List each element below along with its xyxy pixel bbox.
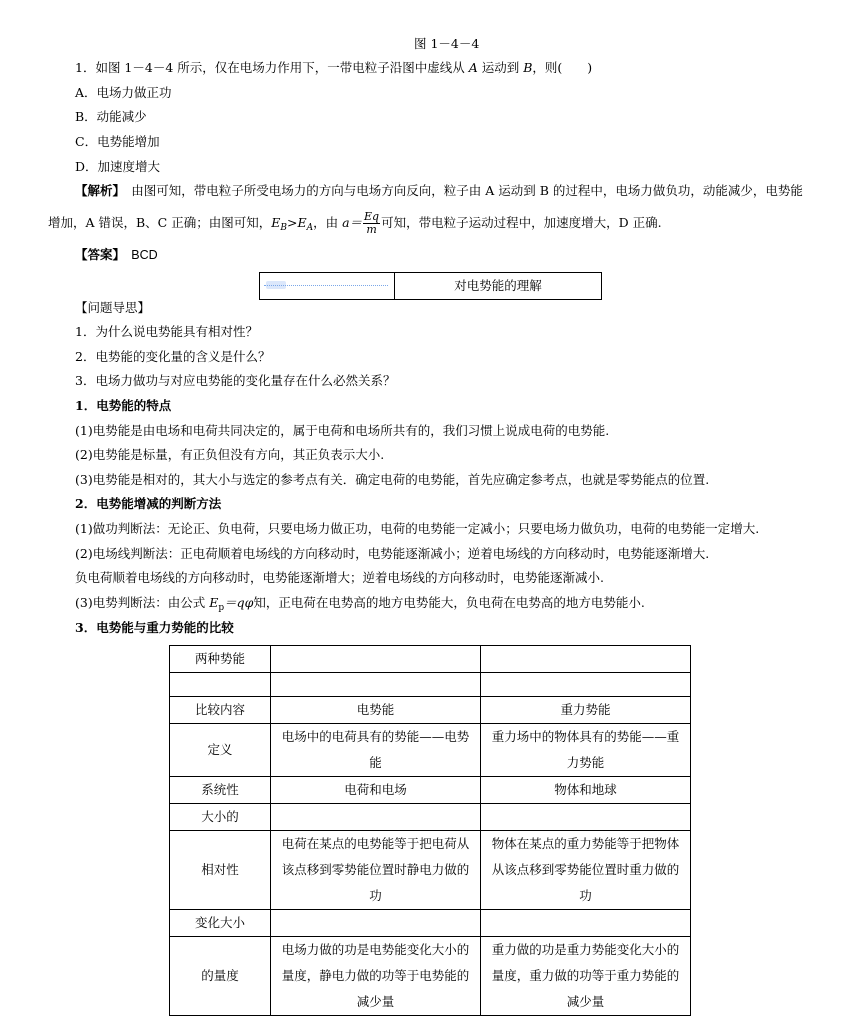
point2-item-2: (2)电场线判断法：正电荷顺着电场线的方向移动时，电势能逐渐减小；逆着电场线的方向移动时，电势能逐渐增大. — [75, 546, 710, 561]
analysis-text-2a: 增加，A 错误，B、C 正确；由图可知， — [48, 215, 272, 230]
table-cell: 电场中的电荷具有的势能——电势能 — [271, 724, 481, 777]
table-cell: 的量度 — [170, 937, 271, 1016]
formula-rest: ＝qφ — [224, 595, 254, 610]
table-cell: 比较内容 — [170, 697, 271, 724]
accel-eq: a＝ — [342, 215, 363, 230]
table-cell: 物体和地球 — [481, 777, 691, 804]
table-cell — [481, 910, 691, 937]
table-row — [170, 646, 691, 673]
guide-item-1: 1．为什么说电势能具有相对性？ — [75, 324, 258, 339]
banner-decoration — [260, 273, 395, 299]
field-e: E — [271, 215, 281, 230]
point2-title: 2．电势能增减的判断方法 — [75, 496, 222, 511]
table-cell — [481, 673, 691, 697]
table-row — [170, 831, 691, 910]
analysis-by: ，由 — [313, 215, 343, 230]
table-cell: 电荷和电场 — [271, 777, 481, 804]
point2-item-4a: (3)电势判断法：由公式 — [75, 595, 210, 610]
analysis-line-2 — [48, 211, 662, 237]
comparison-table — [169, 645, 691, 1016]
table-cell: 大小的 — [170, 804, 271, 831]
analysis-line-1 — [75, 182, 803, 200]
table-cell: 电荷在某点的电势能等于把电荷从该点移到零势能位置时静电力做的功 — [271, 831, 481, 910]
figure-caption: 图 1－4－4 — [414, 36, 480, 51]
table-row — [170, 697, 691, 724]
table-cell — [481, 804, 691, 831]
table-cell — [271, 673, 481, 697]
table-row — [170, 804, 691, 831]
analysis-text-1: 由图可知，带电粒子所受电场力的方向与电场方向反向，粒子由 A 运动到 B 的过程中，电场力做负功，动能减少，电势能 — [118, 183, 803, 198]
table-row — [170, 673, 691, 697]
table-row — [170, 777, 691, 804]
point2-item-1: (1)做功判断法：无论正、负电荷，只要电场力做正功，电荷的电势能一定减小；只要电场力做负功，电荷的电势能一定增大. — [75, 521, 760, 536]
table-row — [170, 724, 691, 777]
table-cell — [271, 646, 481, 673]
point-b: B — [523, 60, 533, 75]
answer-value: BCD — [131, 248, 158, 262]
point2-item-4b: 知，正电荷在电势高的地方电势能大，负电荷在电势高的地方电势能小. — [253, 595, 645, 610]
point3-title: 3．电势能与重力势能的比较 — [75, 620, 234, 635]
section-banner — [259, 272, 602, 300]
table-cell: 电场力做的功是电势能变化大小的量度，静电力做的功等于电势能的减少量 — [271, 937, 481, 1016]
sub-a: A — [306, 223, 314, 233]
table-cell — [271, 910, 481, 937]
point1-item-3: (3)电势能是相对的，其大小与选定的参考点有关．确定电荷的电势能，首先应确定参考点，也就是零势能点的位置. — [75, 472, 710, 487]
guide-item-2: 2．电势能的变化量的含义是什么？ — [75, 349, 271, 364]
point2-item-4 — [75, 594, 645, 617]
table-cell: 重力做的功是重力势能变化大小的量度，重力做的功等于重力势能的减少量 — [481, 937, 691, 1016]
table-cell: 重力场中的物体具有的势能——重力势能 — [481, 724, 691, 777]
table-cell — [170, 673, 271, 697]
guide-item-3: 3．电场力做功与对应电势能的变化量存在什么必然关系？ — [75, 373, 396, 388]
question-stem-c: ，则( ) — [532, 60, 593, 75]
point1-title: 1．电势能的特点 — [75, 398, 172, 413]
sub-b: B — [280, 223, 287, 233]
formula-e: E — [209, 595, 219, 610]
option-c: C．电势能增加 — [75, 134, 160, 149]
table-cell: 两种势能 — [170, 646, 271, 673]
table-cell: 重力势能 — [481, 697, 691, 724]
guide-label: 【问题导思】 — [75, 300, 151, 315]
table-cell: 变化大小 — [170, 910, 271, 937]
option-d: D．加速度增大 — [75, 159, 161, 174]
answer-line — [75, 246, 158, 264]
table-row — [170, 937, 691, 1016]
table-cell: 相对性 — [170, 831, 271, 910]
point1-item-1: (1)电势能是由电场和电荷共同决定的，属于电荷和电场所共有的，我们习惯上说成电荷的电势能. — [75, 423, 610, 438]
analysis-label: 【解析】 — [75, 183, 119, 198]
field-e-2: E — [297, 215, 307, 230]
accel-fraction — [363, 211, 380, 236]
point2-item-3: 负电荷顺着电场线的方向移动时，电势能逐渐增大；逆着电场线的方向移动时，电势能逐渐减小. — [75, 570, 604, 585]
table-cell — [481, 646, 691, 673]
gt-sign: > — [286, 215, 298, 230]
question-stem — [75, 59, 592, 77]
dotted-arrow-icon — [264, 285, 388, 286]
table-cell: 电势能 — [271, 697, 481, 724]
point-a: A — [468, 60, 478, 75]
fraction-numerator: Eq — [364, 210, 380, 223]
table-row — [170, 910, 691, 937]
point1-item-2: (2)电势能是标量，有正负但没有方向，其正负表示大小. — [75, 447, 385, 462]
formula-sub-p: p — [218, 603, 225, 613]
analysis-text-2b: 可知，带电粒子运动过程中，加速度增大，D 正确. — [381, 215, 662, 230]
option-b: B．动能减少 — [75, 109, 147, 124]
fraction-denominator: m — [366, 223, 377, 236]
table-cell: 系统性 — [170, 777, 271, 804]
question-stem-b: 运动到 — [477, 60, 524, 75]
question-stem-a: 1．如图 1－4－4 所示，仅在电场力作用下，一带电粒子沿图中虚线从 — [75, 60, 469, 75]
answer-label: 【答案】 — [75, 247, 119, 262]
table-cell: 定义 — [170, 724, 271, 777]
table-cell — [271, 804, 481, 831]
section-title: 对电势能的理解 — [454, 278, 542, 293]
table-cell: 物体在某点的重力势能等于把物体从该点移到零势能位置时重力做的功 — [481, 831, 691, 910]
option-a: A．电场力做正功 — [75, 85, 172, 100]
